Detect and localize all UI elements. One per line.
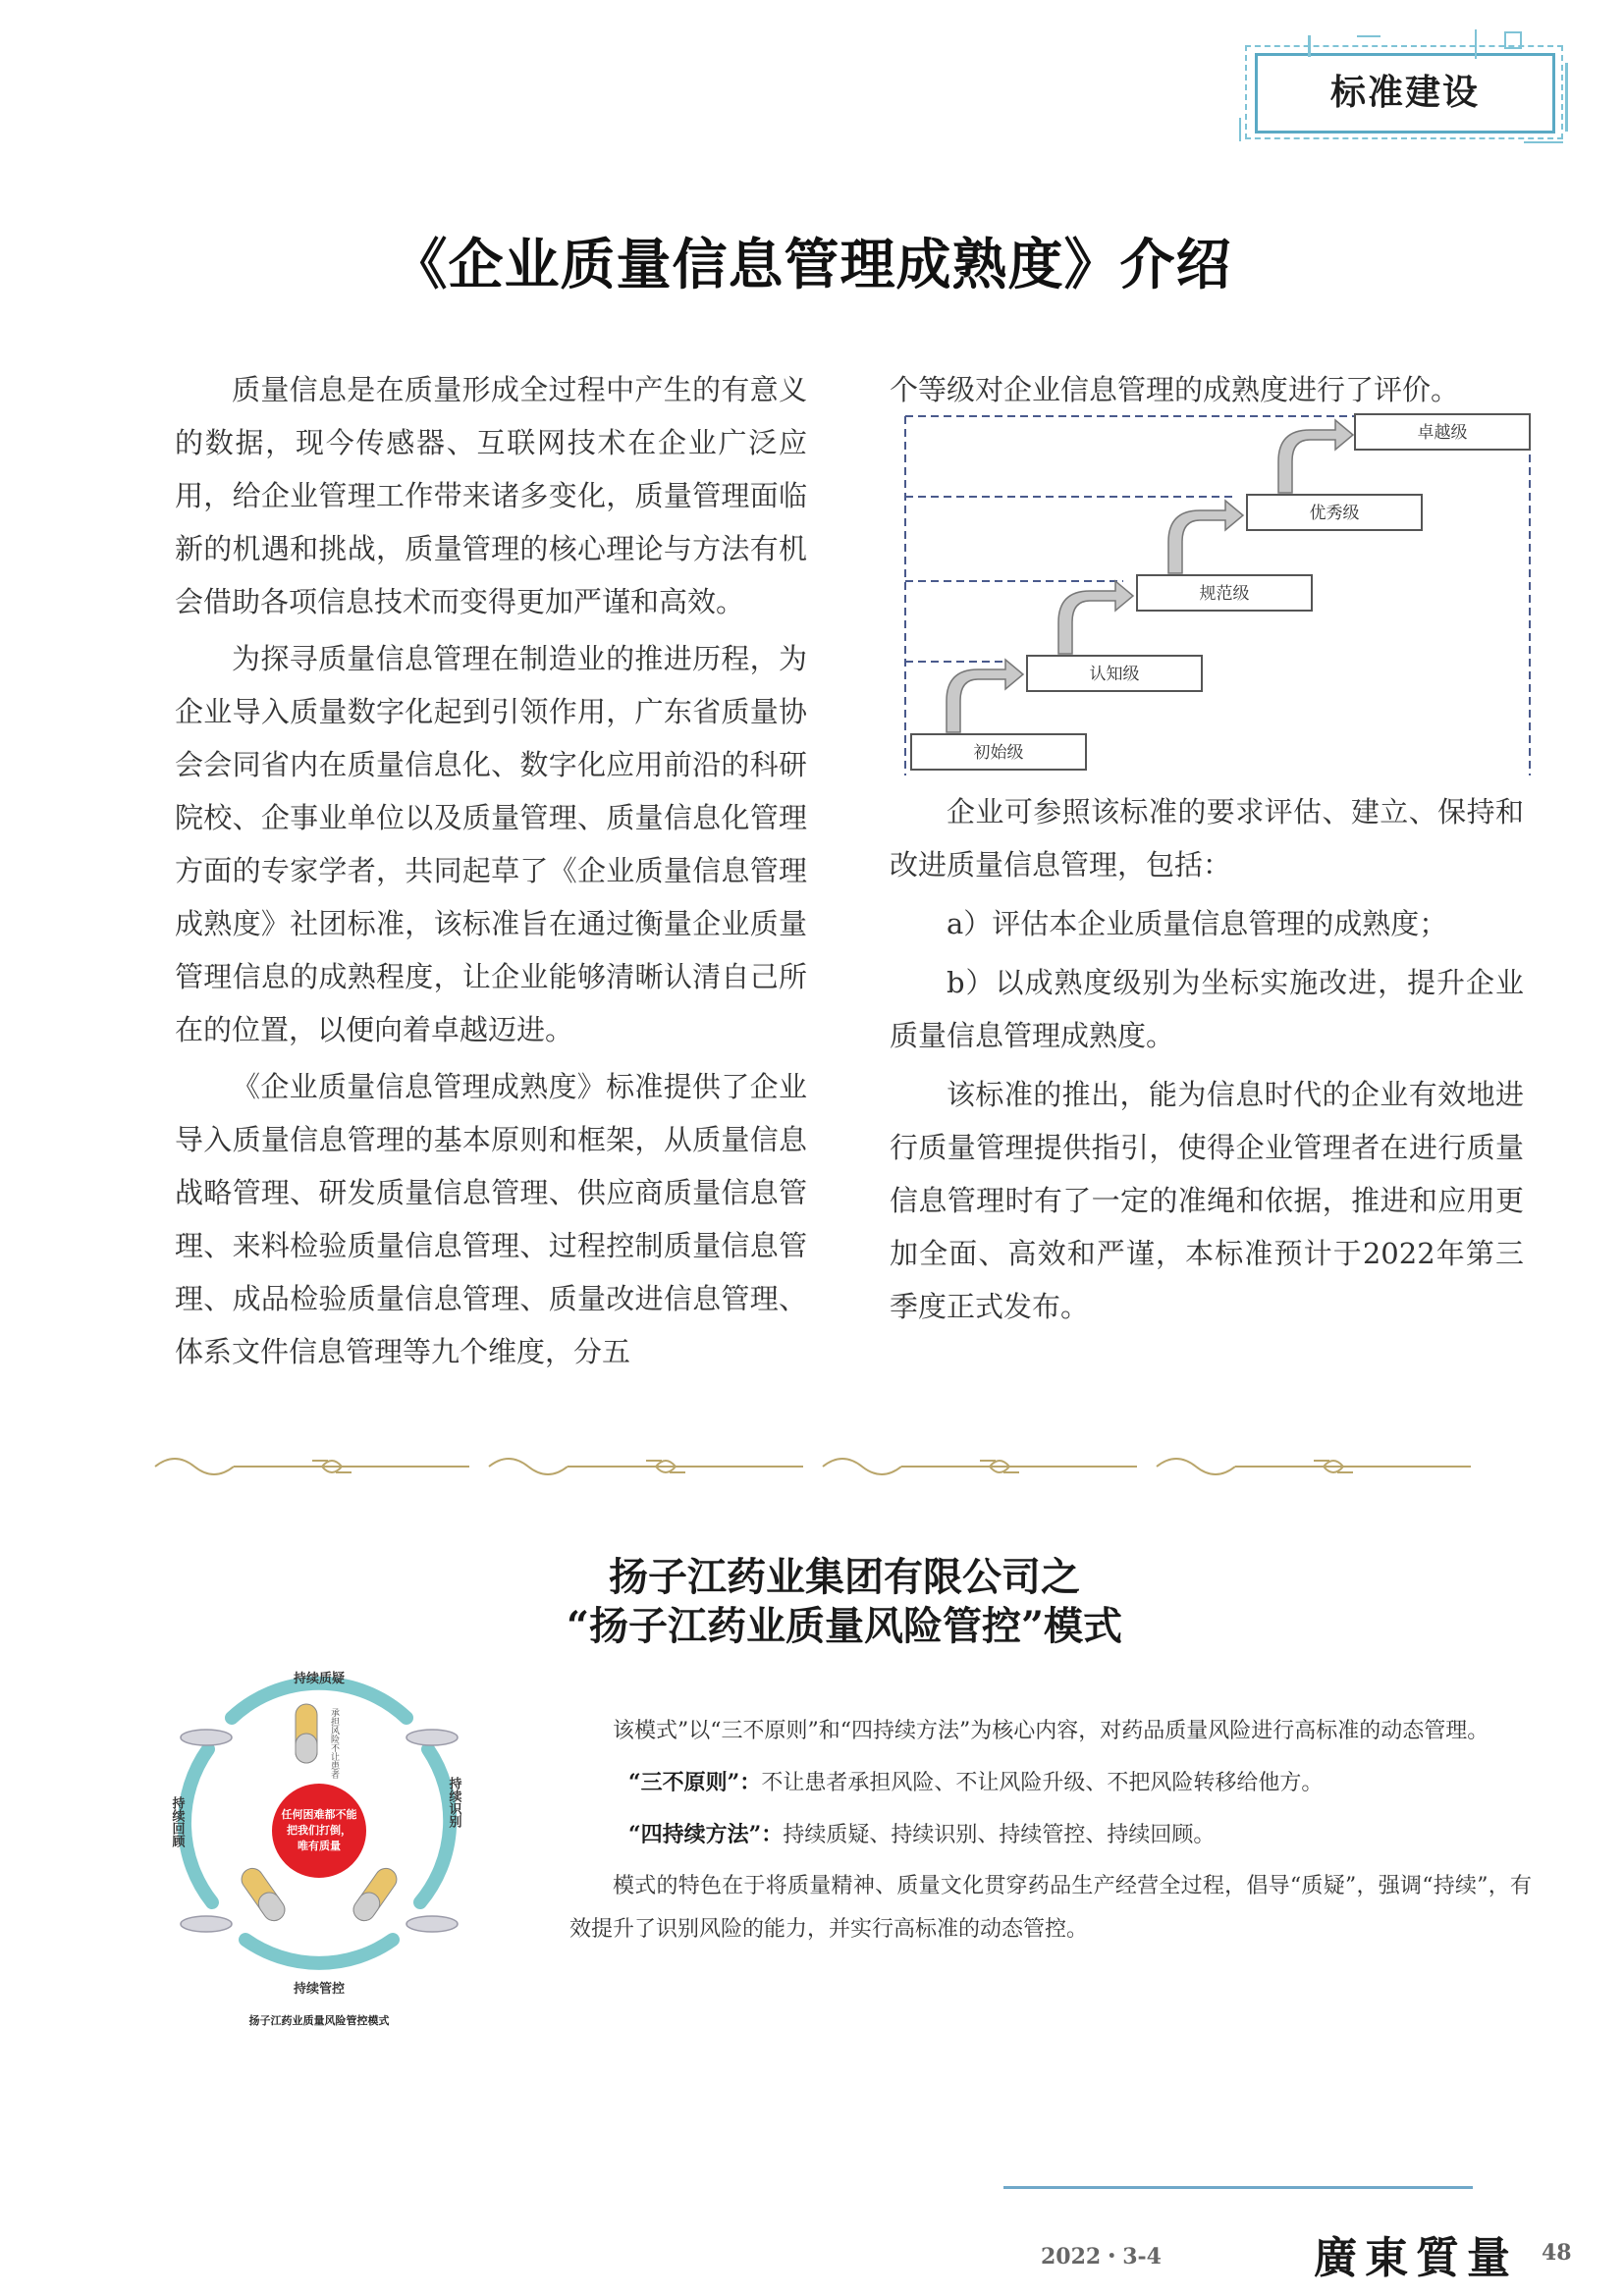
capsule-label: 承担风险不让患者 [329,1708,339,1779]
model-svg [165,1669,473,2032]
level-label-standard: 规范级 [1199,584,1250,604]
magazine-name: 廣東質量 [1314,2233,1518,2283]
article-title [0,1553,1624,1651]
step-arrow [947,660,1023,732]
arc-left [185,1749,212,1902]
platform [406,1730,458,1745]
left-column [175,363,807,1378]
term-text: 不让患者承担风险、不让风险升级、不把风险转移给他方。 [761,1771,1324,1795]
step-arrow [1168,501,1243,573]
arc-bottom [245,1940,393,1963]
capsule-icon [238,1864,289,1925]
tag-decoration [1357,35,1380,37]
paragraph: 模式的特色在于将质量精神、质量文化贯穿药品生产经营全过程，倡导“质疑”，强调“持续”，有效提升了识别风险的能力，并实行高标准的动态管控。 [569,1874,1532,1942]
step-arrow [1278,420,1353,493]
paragraph: 个等级对企业信息管理的成熟度进行了评价。 [890,373,1460,406]
tag-decoration [1239,118,1241,141]
tag-decoration [1504,31,1522,49]
level-label-outstanding: 卓越级 [1417,423,1468,443]
list-item: a）评估本企业质量信息管理的成熟度； [947,907,1448,940]
right-column-bottom [890,785,1524,1333]
center-text: 把我们打倒， [287,1824,352,1837]
paragraph: 《企业质量信息管理成熟度》标准提供了企业导入质量信息管理的基本原则和框架，从质量信息战略管理、研发质量信息管理、供应商质量信息管理、来料检验质量信息管理、过程控制质量信息管理、成品检验质量信息管理、质量改进信息管理、体系文件信息管理等九个维度，分五 [175,1070,807,1368]
paragraph: 企业可参照该标准的要求评估、建立、保持和改进质量信息管理，包括： [890,795,1524,881]
figure-caption: 扬子江药业质量风险管控模式 [248,2014,390,2027]
paragraph [569,1813,1532,1857]
platform [181,1916,232,1932]
maturity-staircase-diagram [901,412,1536,775]
footer-rule [1003,2186,1473,2189]
capsule-icon [350,1864,401,1925]
level-label-awareness: 认知级 [1089,665,1140,684]
section-tag-label: 标准建设 [1329,73,1480,113]
level-label-excellent: 优秀级 [1309,504,1360,523]
ornament-segment [489,1459,803,1474]
capsule-icon [296,1704,317,1763]
issue-date: 2022・3-4 [1041,2244,1162,2269]
paragraph: 该标准的推出，能为信息时代的企业有效地进行质量管理提供指引，使得企业管理者在进行质量信息管理时有了一定的准绳和依据，推进和应用更加全面、高效和严谨，本标准预计于2022年第三季度正式发布。 [890,1078,1524,1323]
center-text: 任何困难都不能 [281,1808,357,1821]
arc-label-right: 持续识别 [446,1777,461,1828]
center-text: 唯有质量 [298,1840,341,1852]
term-label: “三不原则”： [628,1770,762,1795]
tag-decoration [1565,63,1568,132]
title-line: “扬子江药业质量风险管控”模式 [566,1603,1122,1649]
paragraph: 该模式”以“三不原则”和“四持续方法”为核心内容，对药品质量风险进行高标准的动态管理。 [613,1719,1489,1743]
term-label: “四持续方法”： [628,1822,784,1847]
platform [181,1730,232,1745]
arc-label-bottom: 持续管控 [293,1982,346,1997]
arc-top [232,1683,406,1718]
right-column-top [890,363,1524,416]
paragraph [569,1761,1532,1805]
ornament-svg [145,1443,1481,1490]
paragraph: 质量信息是在质量形成全过程中产生的有意义的数据，现今传感器、互联网技术在企业广泛应用，给企业管理工作带来诸多变化，质量管理面临新的机遇和挑战，质量管理的核心理论与方法有机会借助各项信息技术而变得更加严谨和高效。 [175,373,807,618]
risk-control-model-figure [165,1669,473,2032]
arc-label-left: 持续回顾 [169,1796,185,1847]
article2-body [569,1710,1532,1951]
tag-decoration [1524,141,1563,143]
title-line: 扬子江药业集团有限公司之 [609,1554,1080,1600]
arc-label-top: 持续质疑 [293,1672,346,1686]
ornament-divider [145,1443,1481,1490]
staircase-svg [901,412,1536,775]
paragraph: 为探寻质量信息管理在制造业的推进历程，为企业导入质量数字化起到引领作用，广东省质量协会会同省内在质量信息化、数字化应用前沿的科研院校、企事业单位以及质量管理、质量信息化管理方面的专家学者，共同起草了《企业质量信息管理成熟度》社团标准，该标准旨在通过衡量企业质量管理信息的成熟程度，让企业能够清晰认清自己所在的位置，以便向着卓越迈进。 [175,642,807,1046]
ornament-segment [1157,1459,1471,1474]
ornament-segment [155,1459,469,1474]
article-title: 《企业质量信息管理成熟度》介绍 [392,234,1232,297]
platform [406,1916,458,1932]
level-label-initial: 初始级 [973,743,1024,763]
list-item: b）以成熟度级别为坐标实施改进，提升企业质量信息管理成熟度。 [890,966,1524,1052]
ornament-segment [823,1459,1137,1474]
section-tag [1239,29,1571,145]
term-text: 持续质疑、持续识别、持续管控、持续回顾。 [783,1823,1216,1847]
page-number: 48 [1542,2240,1572,2266]
step-arrow [1058,581,1133,654]
